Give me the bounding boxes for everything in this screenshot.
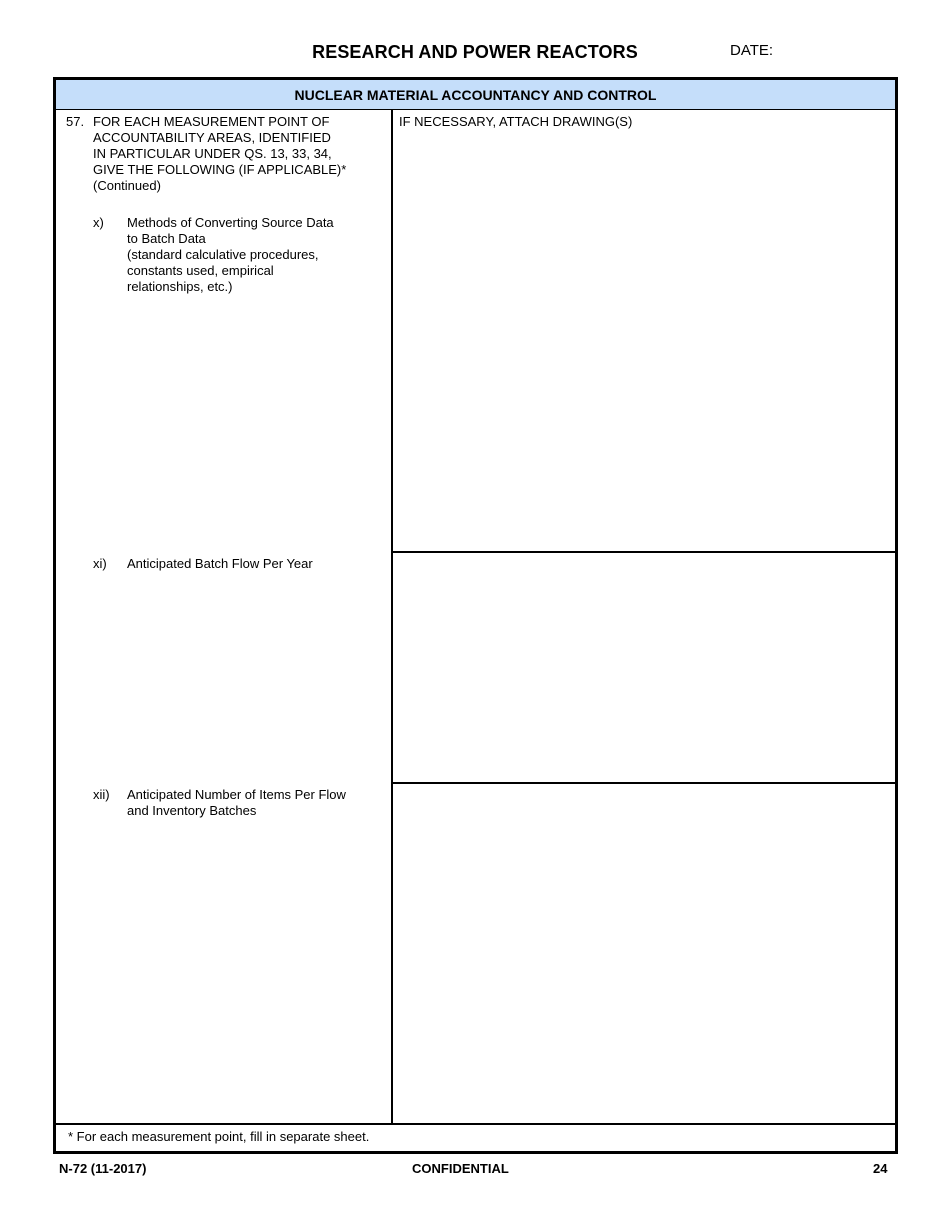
answer-box-xi[interactable] <box>393 553 895 782</box>
classification-label: CONFIDENTIAL <box>412 1161 509 1176</box>
subitem-number: xi) <box>93 556 107 571</box>
form-frame <box>53 77 898 1154</box>
date-label: DATE: <box>730 42 774 59</box>
subitem-line: Anticipated Batch Flow Per Year <box>127 556 313 571</box>
question-line: GIVE THE FOLLOWING (IF APPLICABLE)* <box>93 162 347 177</box>
footnote-divider <box>56 1123 895 1125</box>
subitem-line: relationships, etc.) <box>127 279 233 294</box>
question-line: IN PARTICULAR UNDER QS. 13, 33, 34, <box>93 146 332 161</box>
subitem-text <box>127 787 377 819</box>
subitem-line: to Batch Data <box>127 231 206 246</box>
subitem-line: constants used, empirical <box>127 263 274 278</box>
subitem-line: Anticipated Number of Items Per Flow <box>127 787 346 802</box>
subitem-text <box>127 556 377 572</box>
subitem-line: (standard calculative procedures, <box>127 247 319 262</box>
question-line: FOR EACH MEASUREMENT POINT OF <box>93 114 330 129</box>
question-line: ACCOUNTABILITY AREAS, IDENTIFIED <box>93 130 331 145</box>
answer-box-x[interactable] <box>393 132 895 551</box>
footnote: * For each measurement point, fill in separate sheet. <box>68 1129 370 1144</box>
subitem-text <box>127 215 377 295</box>
question-text <box>93 114 383 194</box>
page-number: 24 <box>873 1161 888 1176</box>
subitem-line: and Inventory Batches <box>127 803 257 818</box>
attach-drawing-note: IF NECESSARY, ATTACH DRAWING(S) <box>399 114 633 129</box>
question-line: (Continued) <box>93 178 161 193</box>
answer-box-xii[interactable] <box>393 784 895 1123</box>
subitem-line: Methods of Converting Source Data <box>127 215 334 230</box>
subitem-number: x) <box>93 215 104 230</box>
question-number: 57. <box>66 114 85 129</box>
page-title: RESEARCH AND POWER REACTORS <box>312 42 638 62</box>
section-header: NUCLEAR MATERIAL ACCOUNTANCY AND CONTROL <box>56 80 895 110</box>
form-id: N-72 (11-2017) <box>59 1161 147 1176</box>
subitem-number: xii) <box>93 787 110 802</box>
